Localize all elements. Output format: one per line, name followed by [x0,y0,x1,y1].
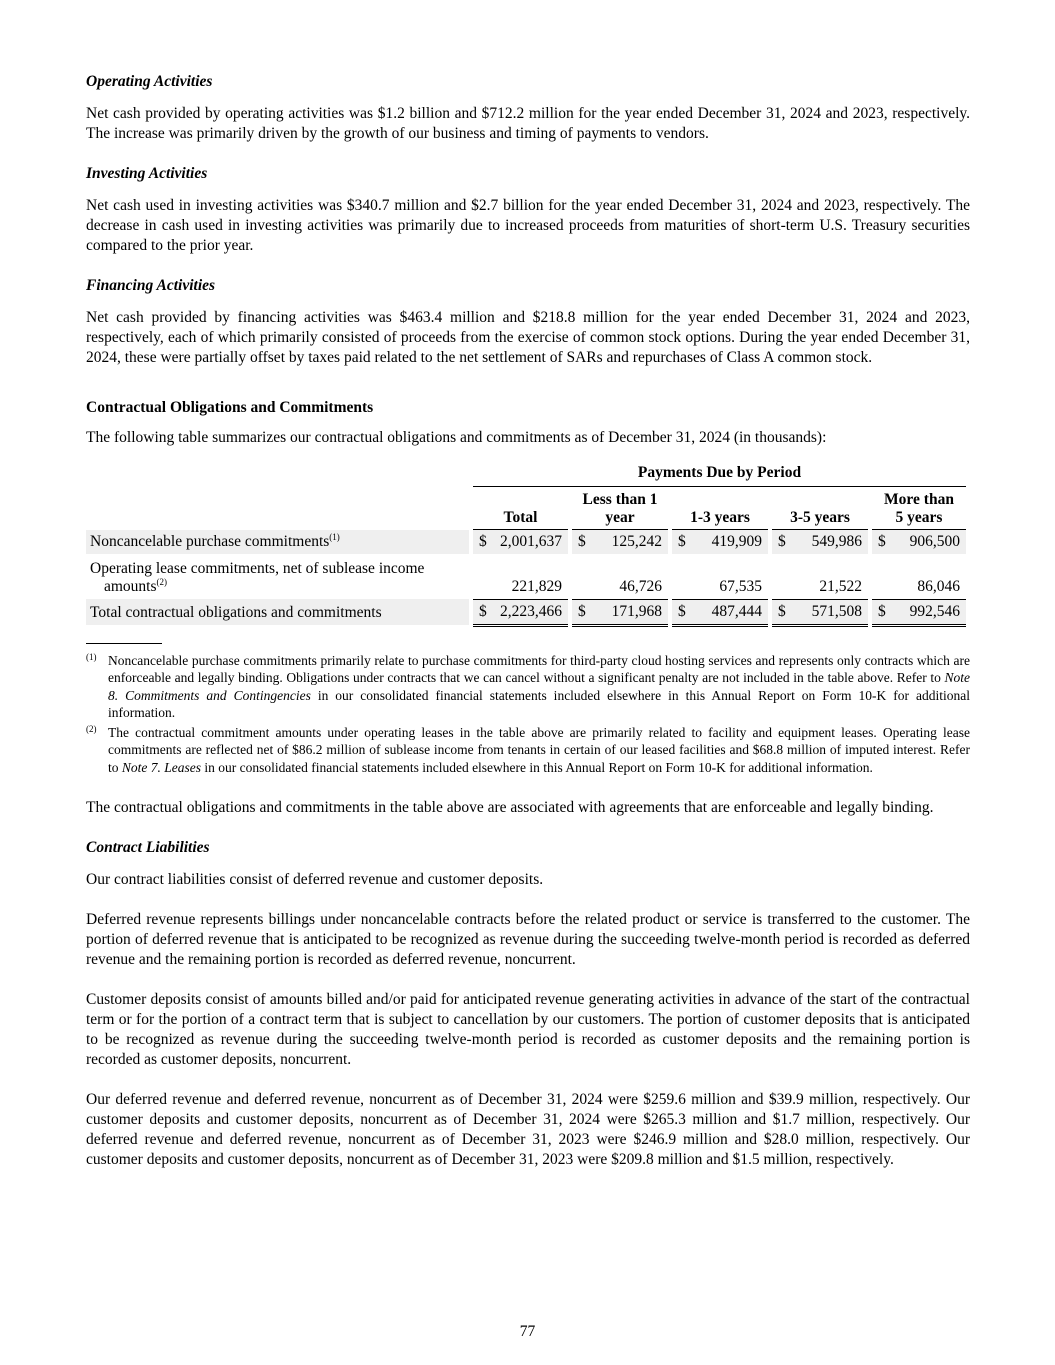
document-page [86,72,970,1190]
col-header-less-than-1-year: Less than 1 year [572,487,668,530]
contract-liabilities-paragraph: Deferred revenue represents billings under noncancelable contracts before the related product or service is transferred to the customer. The portion of deferred revenue that is anticipated to be recognized as revenue during the succeeding twelve-month period is recorded as deferred revenue and the remaining portion is recorded as deferred revenue, noncurrent. [86,911,970,968]
cell-more-than-5-years: 992,546 [892,599,966,625]
cell-3-5-years: 21,522 [819,577,862,595]
cell-less-than-1-year: 46,726 [619,577,662,595]
footnote-1: (1) Noncancelable purchase commitments primarily relate to purchase commitments for third-party cloud hosting services and represents only contracts which are enforceable and legally binding. Obligations under contracts that we can cancel without a significant penalty are not included in the table above. Refer to Note 8. Commitments and Contingencies in our consolidated financial statements included elsewhere in this Annual Report on Form 10-K for additional information. [86,651,970,720]
cell-3-5-years: 549,986 [792,530,868,555]
cell-less-than-1-year: 125,242 [592,530,668,555]
financing-activities-text: Net cash provided by financing activities was $463.4 million and $218.8 million for the year ended December 31, 2024 and 2023, respectively, each of which primarily consisted of proceeds from the exercise of common stock options. During the year ended December 31, 2024, these were partially offset by taxes paid related to the net settlement of SARs and repurchases of Class A common stock. [86,309,970,366]
cell-less-than-1-year: 171,968 [592,599,668,625]
cell-1-3-years: 67,535 [719,577,762,595]
investing-activities-heading: Investing Activities [86,165,208,182]
contractual-closing-text: The contractual obligations and commitments in the table above are associated with agreements that are enforceable and legally binding. [86,799,934,816]
table-row-total: Total contractual obligations and commitments $ 2,223,466 $ 171,968 $ 487,444 $ 571,508 $ 992,546 [86,599,966,625]
contractual-obligations-heading: Contractual Obligations and Commitments [86,399,374,416]
cell-more-than-5-years: 86,046 [917,577,960,595]
table-column-header-row [86,487,966,530]
operating-activities-heading: Operating Activities [86,73,213,90]
financing-activities-heading: Financing Activities [86,277,216,294]
operating-activities-text: Net cash provided by operating activities was $1.2 billion and $712.2 million for the year ended December 31, 2024 and 2023, respectively. The increase was primarily driven by the growth of our business and timing of payments to vendors. [86,105,970,142]
cell-total: 2,001,637 [493,530,568,555]
contract-liabilities-heading: Contract Liabilities [86,839,210,856]
cell-1-3-years: 487,444 [692,599,768,625]
contract-liabilities-paragraph: Customer deposits consist of amounts billed and/or paid for anticipated revenue generating activities in advance of the start of the contractual term or for the portion of a contract term that is subject to cancellation by our customers. The portion of customer deposits that is anticipated to be recognized as revenue during the succeeding twelve-month period is recorded as customer deposits and the remaining portion is recorded as customer deposits, noncurrent. [86,991,970,1068]
investing-activities-text: Net cash used in investing activities was $340.7 million and $2.7 billion for the year ended December 31, 2024 and 2023, respectively. The decrease in cash used in investing activities was primarily due to increased proceeds from maturities of short-term U.S. Treasury securities compared to the prior year. [86,197,970,254]
col-header-total: Total [473,487,568,530]
footnote-2: (2) The contractual commitment amounts under operating leases in the table above are primarily related to facility and equipment leases. Operating lease commitments are reflected net of $86.2 million of sublease income from tenants in certain of our leased facilities and $68.8 million of imputed interest. Refer to Note 7. Leases in our consolidated financial statements included elsewhere in this Annual Report on Form 10-K for additional information. [86,723,970,775]
footnote-divider [86,643,162,644]
cell-3-5-years: 571,508 [792,599,868,625]
row-label: Total contractual obligations and commitments [86,599,469,625]
contract-liabilities-paragraph: Our deferred revenue and deferred revenue, noncurrent as of December 31, 2024 were $259.6 million and $39.9 million, respectively. Our customer deposits and customer deposits, noncurrent as of December 31, 2024 were $265.3 million and $1.7 million, respectively. Our deferred revenue and deferred revenue, noncurrent as of December 31, 2023 were $246.9 million and $28.0 million, respectively. Our customer deposits and customer deposits, noncurrent as of December 31, 2023 were $209.8 million and $1.5 million, respectively. [86,1091,970,1168]
cell-total: 2,223,466 [493,599,568,625]
page-number: 77 [519,1323,536,1340]
col-header-1-3-years: 1-3 years [672,487,768,530]
contractual-obligations-table [86,464,966,627]
col-header-more-than-5-years: More than 5 years [872,487,966,530]
row-label: Operating lease commitments, net of sublease income amounts$^{(2)}$ [90,560,425,595]
table-row [86,554,966,599]
table-group-header-row [86,464,966,487]
cell-more-than-5-years: 906,500 [892,530,966,555]
contract-liabilities-paragraph: Our contract liabilities consist of deferred revenue and customer deposits. [86,871,544,888]
col-header-3-5-years: 3-5 years [772,487,868,530]
cell-total: 221,829 [511,577,562,595]
row-label: Noncancelable purchase commitments$^{(1)}$ [86,530,469,555]
cell-1-3-years: 419,909 [692,530,768,555]
payments-due-by-period-header: Payments Due by Period [473,464,966,487]
contractual-obligations-intro: The following table summarizes our contractual obligations and commitments as of December 31, 2024 (in thousands): [86,429,827,446]
table-row: Noncancelable purchase commitments$^{(1)}$ $ 2,001,637 $ 125,242 $ 419,909 $ 549,986 $ 906,500 [86,530,966,555]
